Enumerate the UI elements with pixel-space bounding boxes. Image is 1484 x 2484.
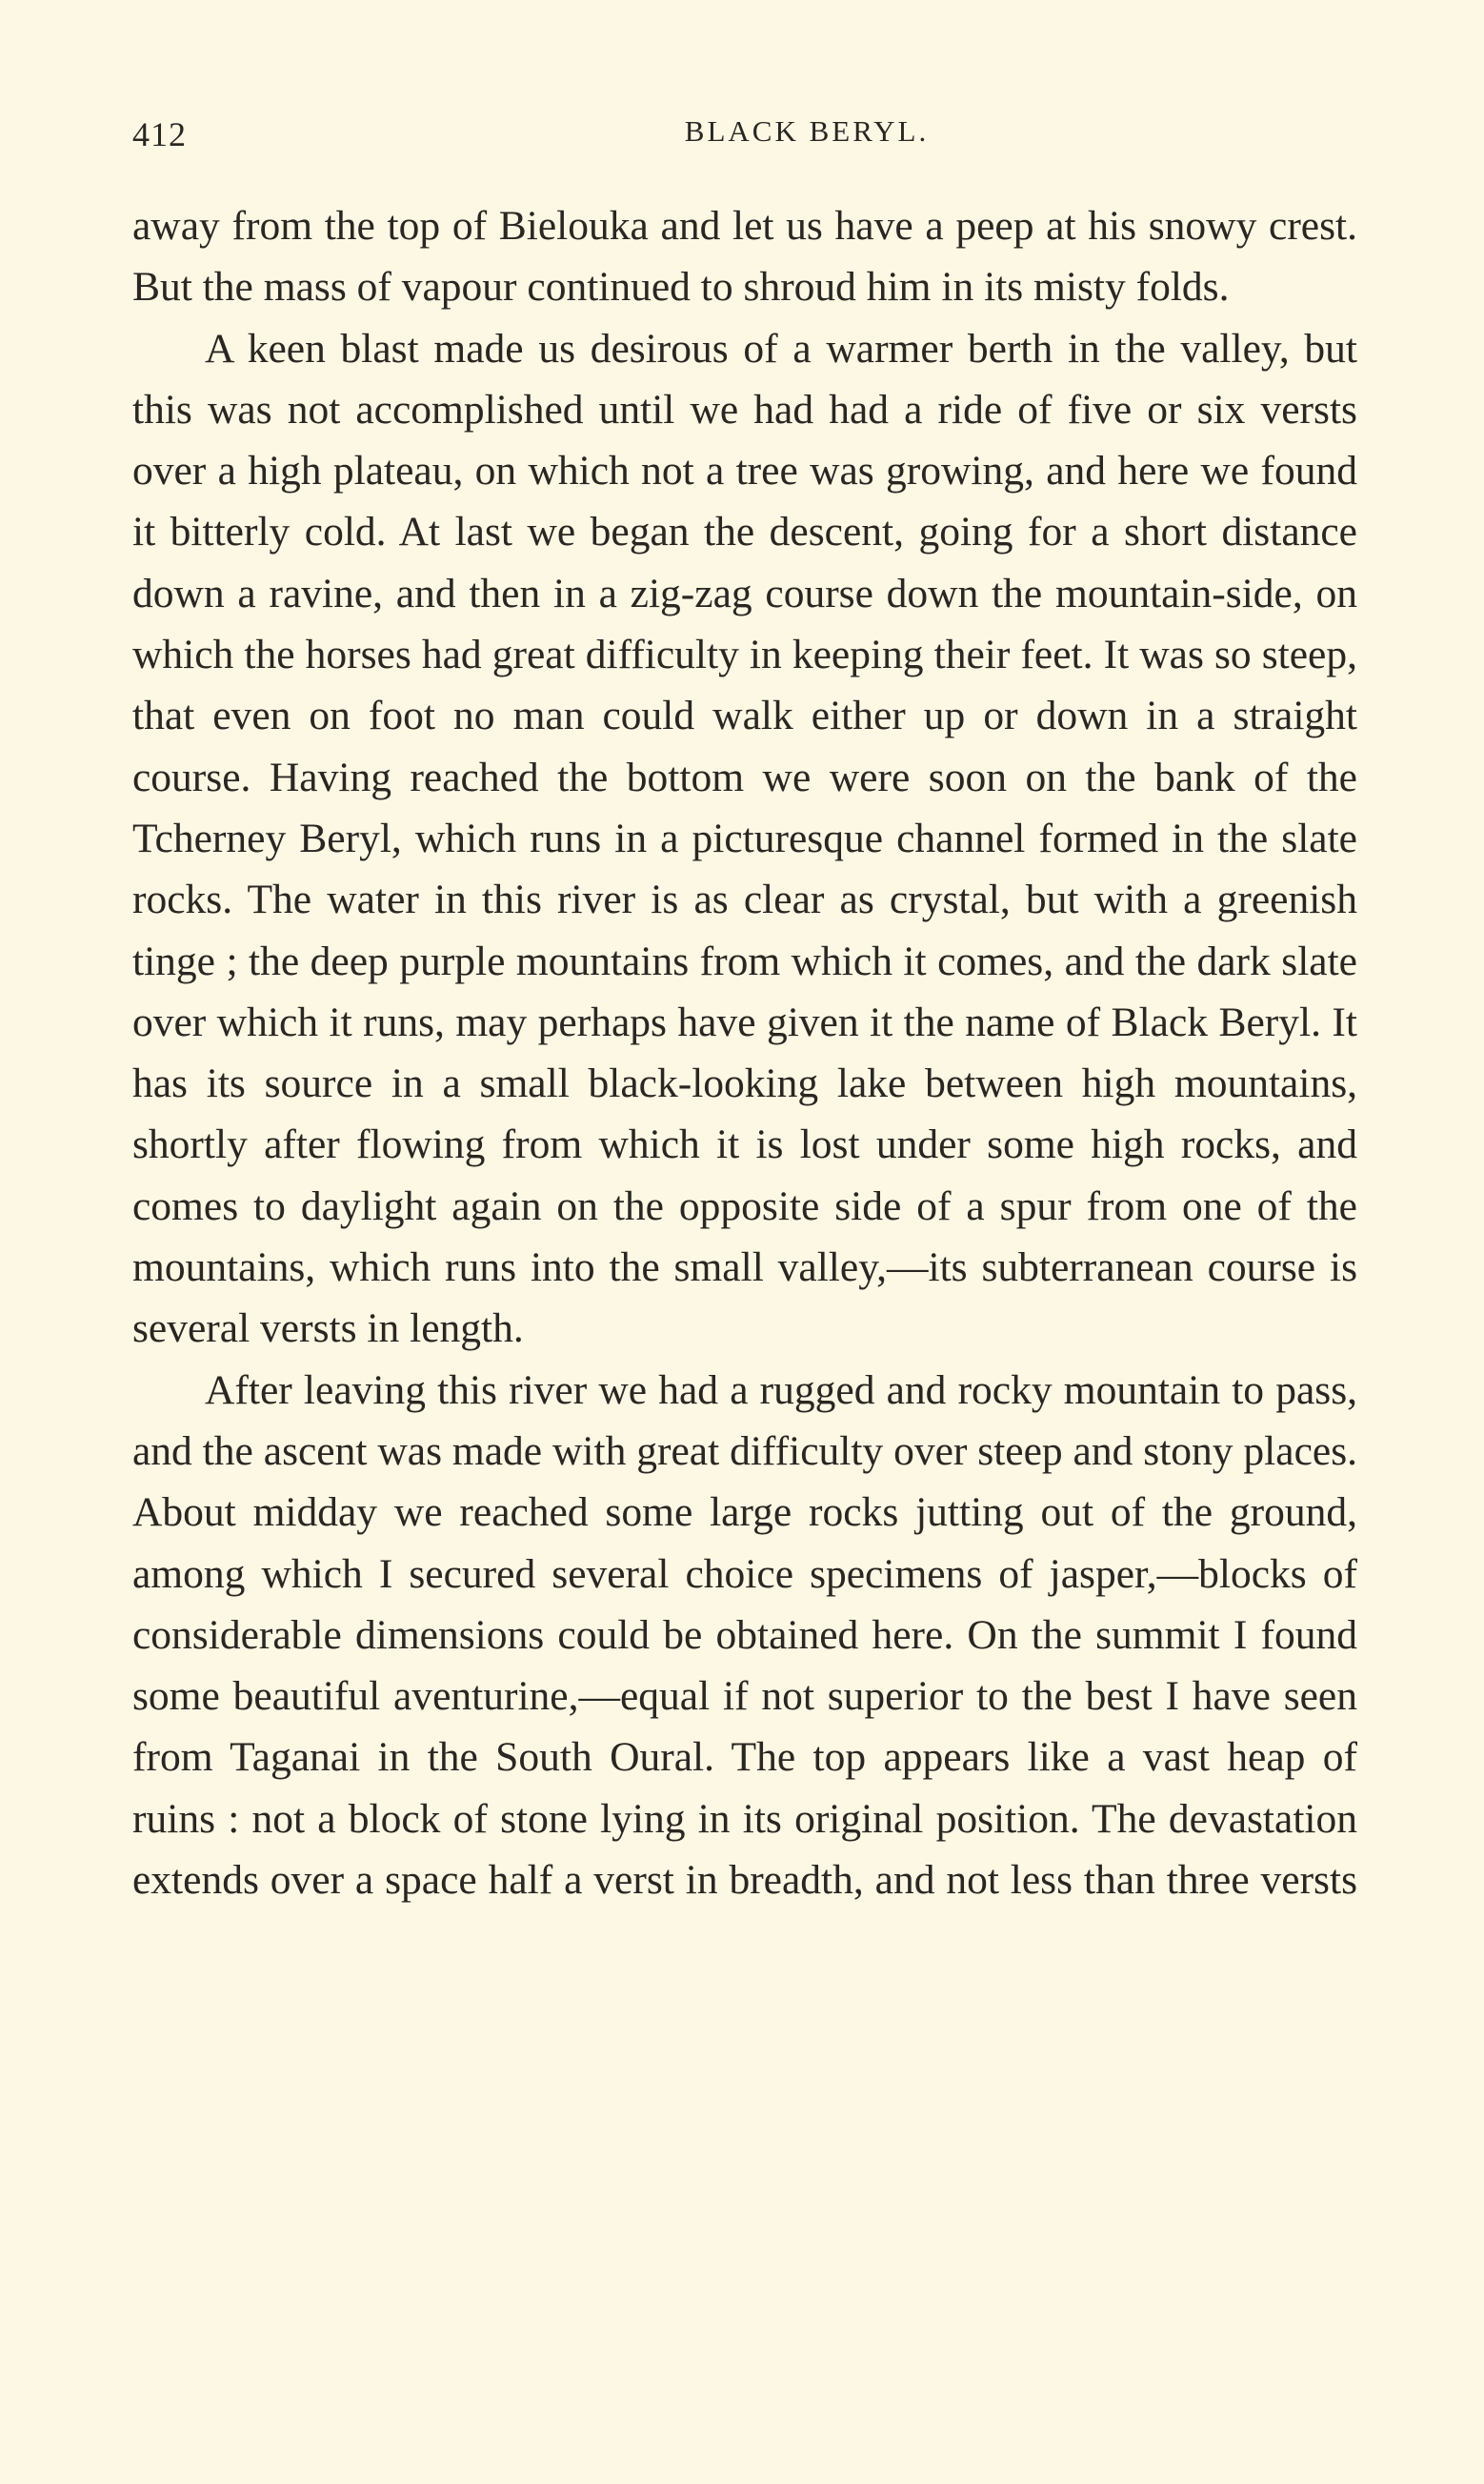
paragraph-2: A keen blast made us desirous of a warmer berth in the valley, but this was not accomplished until we had had a ride of five or six versts over a high plateau, on which not a tree was growing, and here we found it bitterly cold. At last we began the descent, going for a short distance down a ravine, and then in a zig-zag course down the mountain-side, on which the horses had great difficulty in keeping their feet. It was so steep, that even on foot no man could walk either up or down in a straight course. Having reached the bottom we were soon on the bank of the Tcherney Beryl, which runs in a picturesque channel formed in the slate rocks. The water in this river is as clear as crystal, but with a greenish tinge ; the deep purple mountains from which it comes, and the dark slate over which it runs, may perhaps have given it the name of Black Beryl. It has its source in a small black-looking lake between high mountains, shortly after flowing from which it is lost under some high rocks, and comes to daylight again on the opposite side of a spur from one of the mountains, which runs into the small valley,—its subterranean course is several versts in length. [132,325,1357,1352]
page-header [132,114,1357,164]
paragraph-1: away from the top of Bielouka and let us have a peep at his snowy crest. But the mass of vapour continued to shroud him in its misty folds. [132,203,1357,311]
running-head: BLACK BERYL. [684,114,930,148]
body-text [132,195,1357,1910]
paragraph-3: After leaving this river we had a rugged and rocky mountain to pass, and the ascent was made with great difficulty over steep and stony places. About midday we reached some large rocks jutting out of the ground, among which I secured several choice specimens of jasper,—blocks of considerable dimensions could be obtained here. On the summit I found some beautiful aventurine,—equal if not superior to the best I have seen from Taganai in the South Oural. The top appears like a vast heap of ruins : not a block of stone lying in its original position. The devastation extends over a space half a verst in breadth, and not less than three versts [132,1366,1357,1904]
page-number: 412 [132,115,187,153]
